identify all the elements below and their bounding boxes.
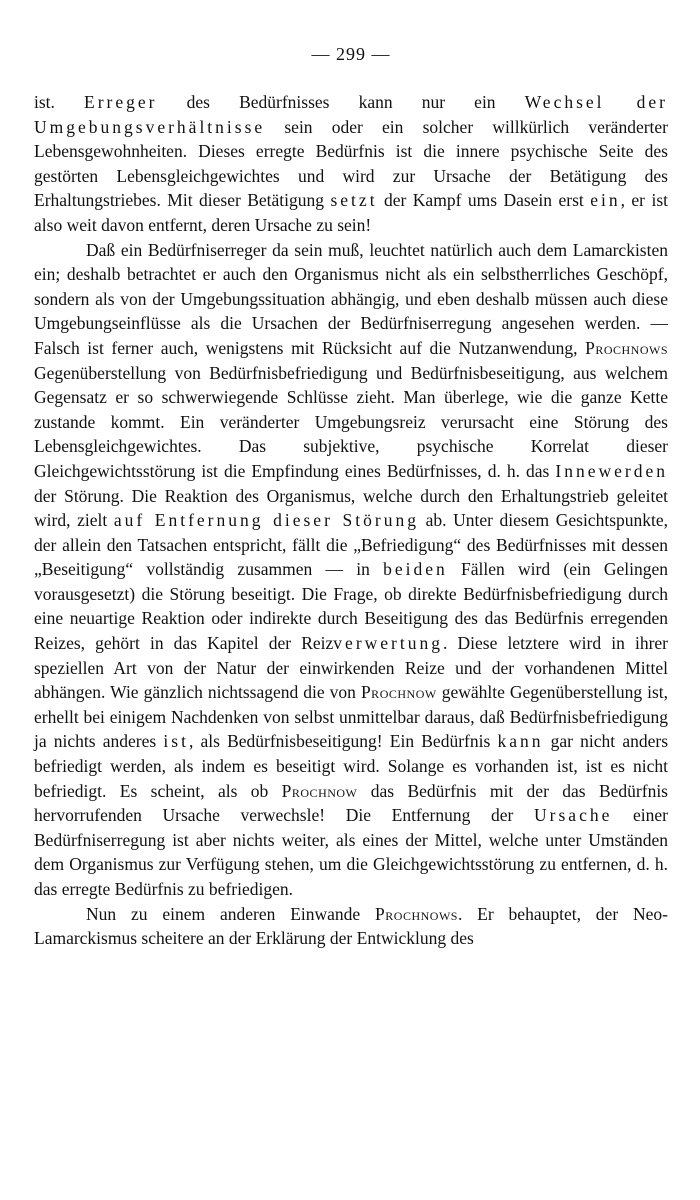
text-run: Daß ein Bedürfniserreger da sein muß, leuchtet natürlich auch dem Lamarckisten ein; deshalb betrachtet er auch den Organismus nicht als ein selbstherrliches Geschöpf, sondern als von der Umgebungssituation abhängig, und eben deshalb müssen auch diese Umgebungseinflüsse als die Ursachen der Bedürfniserregung angesehen werden. — Falsch ist ferner auch, wenigstens mit Rücksicht auf die Nutzanwendung, [34, 239, 668, 358]
emphasized-text: Wechsel der Umgebungsverhältnisse [34, 92, 668, 137]
emphasized-text: beiden [383, 559, 448, 580]
emphasized-text: ist [163, 731, 189, 752]
text-run: des Bedürfnisses kann nur ein [157, 92, 525, 112]
text-run: ist. [34, 92, 85, 112]
emphasized-text: kann [497, 731, 544, 752]
text-run: , als Bedürfnisbeseitigung! Ein Bedürfnis [188, 731, 498, 752]
emphasized-text: Innewerden [555, 460, 668, 481]
paragraph [34, 902, 668, 951]
text-run: gewählte Gegenüberstellung ist, erhellt bei einigem Nachdenken von selbst unmittelbar daraus, daß Bedürfnisbefriedigung ja nichts anderes [34, 682, 668, 752]
text-run: einer Bedürfniserregung ist aber nichts weiter, als eines der Mittel, welche unter Umständen dem Organismus zur Verfügung stehen, um die Gleichgewichtsstörung zu entfernen, d. h. das erregte Bedürfnis zu befriedigen. [34, 805, 668, 899]
paragraph [34, 238, 668, 902]
emphasized-text: auf Entfernung dieser Störung [113, 510, 419, 531]
paragraph [34, 90, 668, 238]
text-run: sein oder ein solcher willkürlich veränderter Lebensgewohnheiten. Dieses erregte Bedürfnis ist die innere psychische Seite des gestörten Lebensgleichgewichtes und wird zur Ursache der Betätigung des Erhaltungstriebes. Mit dieser Betätigung [34, 116, 668, 211]
emphasized-text: verwertung [333, 633, 443, 654]
text-run: . Diese letztere wird in ihrer speziellen Art von der Natur der einwirkenden Reize und der vorhandenen Mittel abhängen. Wie gänzlich nichtssagend die von [34, 633, 669, 703]
text-run: . Er behauptet, der Neo-Lamarckismus scheitere an der Erklärung der Entwicklung des [34, 903, 668, 949]
text-run: der Störung. Die Reaktion des Organismus, welche durch den Erhaltungstrieb geleitet wird, zielt [34, 485, 668, 531]
text-run: , er ist also weit davon entfernt, deren Ursache zu sein! [34, 190, 668, 235]
emphasized-text: setzt [330, 190, 378, 211]
author-name: Prochnows [585, 337, 668, 358]
emphasized-text: ein [590, 190, 621, 211]
author-name: Prochnows [375, 903, 458, 924]
emphasized-text: Erreger [84, 92, 158, 112]
author-name: Prochnow [281, 780, 358, 801]
page-number: — 299 — [311, 44, 391, 64]
text-run: Nun zu einem anderen Einwande [86, 903, 376, 924]
text-run: ab. Unter diesem Gesichtspunkte, der allein den Tatsachen entspricht, fällt die „Befriedigung“ des Bedürfnisses mit dessen „Beseitigung“ vollständig zusammen — in [34, 510, 669, 580]
text-run: das Bedürfnis mit der das Bedürfnis hervorrufenden Ursache verwechsle! Die Entfernung der [34, 780, 668, 826]
text-run: der Kampf ums Dasein erst [377, 190, 591, 211]
text-run: gar nicht anders befriedigt werden, als indem es beseitigt wird. Solange es vorhanden ist, ist es nicht befriedigt. Es scheint, als ob [34, 731, 669, 801]
author-name: Prochnow [360, 682, 437, 703]
body-text [34, 90, 668, 951]
emphasized-text: Ursache [534, 805, 613, 826]
text-run: Fällen wird (ein Gelingen vorausgesetzt) die Störung beseitigt. Die Frage, ob direkte Bedürfnisbefriedigung durch eine neuartige Reaktion oder indirekte durch Beseitigung des das Bedürfnis erregenden Reizes, gehört in das Kapitel der Reiz [34, 559, 668, 654]
text-run: Gegenüberstellung von Bedürfnisbefriedigung und Bedürfnisbeseitigung, aus welchem Gegensatz er so schwerwiegende Schlüsse zieht. Man überlege, wie die ganze Kette zustande kommt. Ein veränderter Umgebungsreiz verursacht eine Störung des Lebensgleichgewichtes. Das subjektive, psychische Korrelat dieser Gleichgewichtsstörung ist die Empfindung eines Bedürfnisses, d. h. das [34, 362, 668, 481]
